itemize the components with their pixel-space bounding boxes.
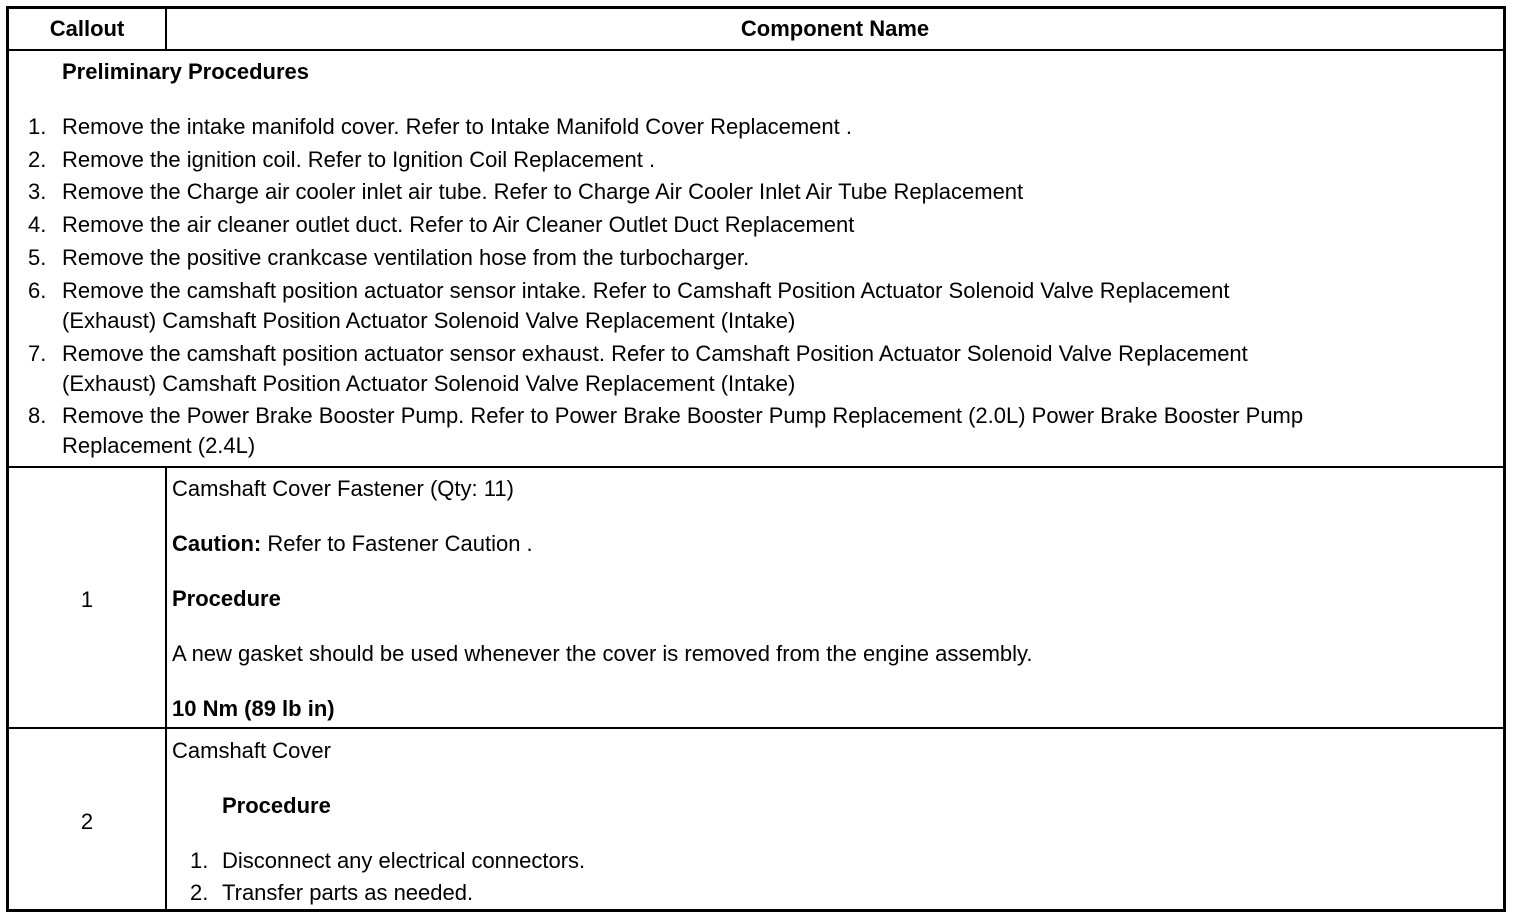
preliminary-divider: [9, 466, 1503, 468]
callout-number: 2: [80, 809, 94, 834]
caution-label: Caution:: [172, 531, 262, 556]
header-component-name: Component Name: [740, 16, 930, 41]
step-text: Remove the ignition coil. Refer to Ignition Coil Replacement .: [62, 147, 656, 172]
step-number: 4.: [28, 212, 47, 237]
step-text: Transfer parts as needed.: [222, 880, 474, 905]
step-text: Remove the Charge air cooler inlet air tube. Refer to Charge Air Cooler Inlet Air Tube Replacement: [62, 179, 1024, 204]
header-callout: Callout: [49, 16, 125, 41]
callout-number: 1: [80, 587, 94, 612]
column-divider-rows: [165, 466, 167, 909]
torque-spec: 10 Nm (89 lb in): [172, 696, 335, 721]
step-number: 8.: [28, 403, 47, 428]
step-number: 5.: [28, 245, 47, 270]
step-number: 2.: [190, 880, 209, 905]
procedure-text: A new gasket should be used whenever the cover is removed from the engine assembly.: [172, 641, 1033, 666]
component-name: Camshaft Cover: [172, 738, 331, 763]
procedure-heading: Procedure: [222, 793, 331, 818]
caution-text: Refer to Fastener Caution .: [261, 531, 533, 556]
step-text-continued: (Exhaust) Camshaft Position Actuator Solenoid Valve Replacement (Intake): [62, 371, 796, 396]
step-number: 7.: [28, 341, 47, 366]
procedure-table: [6, 6, 1506, 912]
step-text-continued: Replacement (2.4L): [62, 433, 256, 458]
step-number: 1.: [28, 114, 47, 139]
step-text: Remove the camshaft position actuator sensor intake. Refer to Camshaft Position Actuator Solenoid Valve Replacement: [62, 278, 1230, 303]
step-text: Remove the Power Brake Booster Pump. Refer to Power Brake Booster Pump Replacement (2.0L) Power Brake Booster Pump: [62, 403, 1304, 428]
step-text: Remove the positive crankcase ventilation hose from the turbocharger.: [62, 245, 750, 270]
step-number: 2.: [28, 147, 47, 172]
step-number: 1.: [190, 848, 209, 873]
step-number: 3.: [28, 179, 47, 204]
step-text: Remove the intake manifold cover. Refer to Intake Manifold Cover Replacement .: [62, 114, 852, 139]
row-divider: [9, 727, 1503, 729]
step-text: Remove the camshaft position actuator sensor exhaust. Refer to Camshaft Position Actuator Solenoid Valve Replacement: [62, 341, 1248, 366]
procedure-heading: Procedure: [172, 586, 281, 611]
step-text-continued: (Exhaust) Camshaft Position Actuator Solenoid Valve Replacement (Intake): [62, 308, 796, 333]
caution-note: [172, 531, 533, 557]
preliminary-title: Preliminary Procedures: [62, 59, 310, 84]
component-name: Camshaft Cover Fastener (Qty: 11): [172, 476, 514, 501]
header-divider: [9, 49, 1503, 51]
step-number: 6.: [28, 278, 47, 303]
step-text: Remove the air cleaner outlet duct. Refer to Air Cleaner Outlet Duct Replacement: [62, 212, 855, 237]
step-text: Disconnect any electrical connectors.: [222, 848, 586, 873]
